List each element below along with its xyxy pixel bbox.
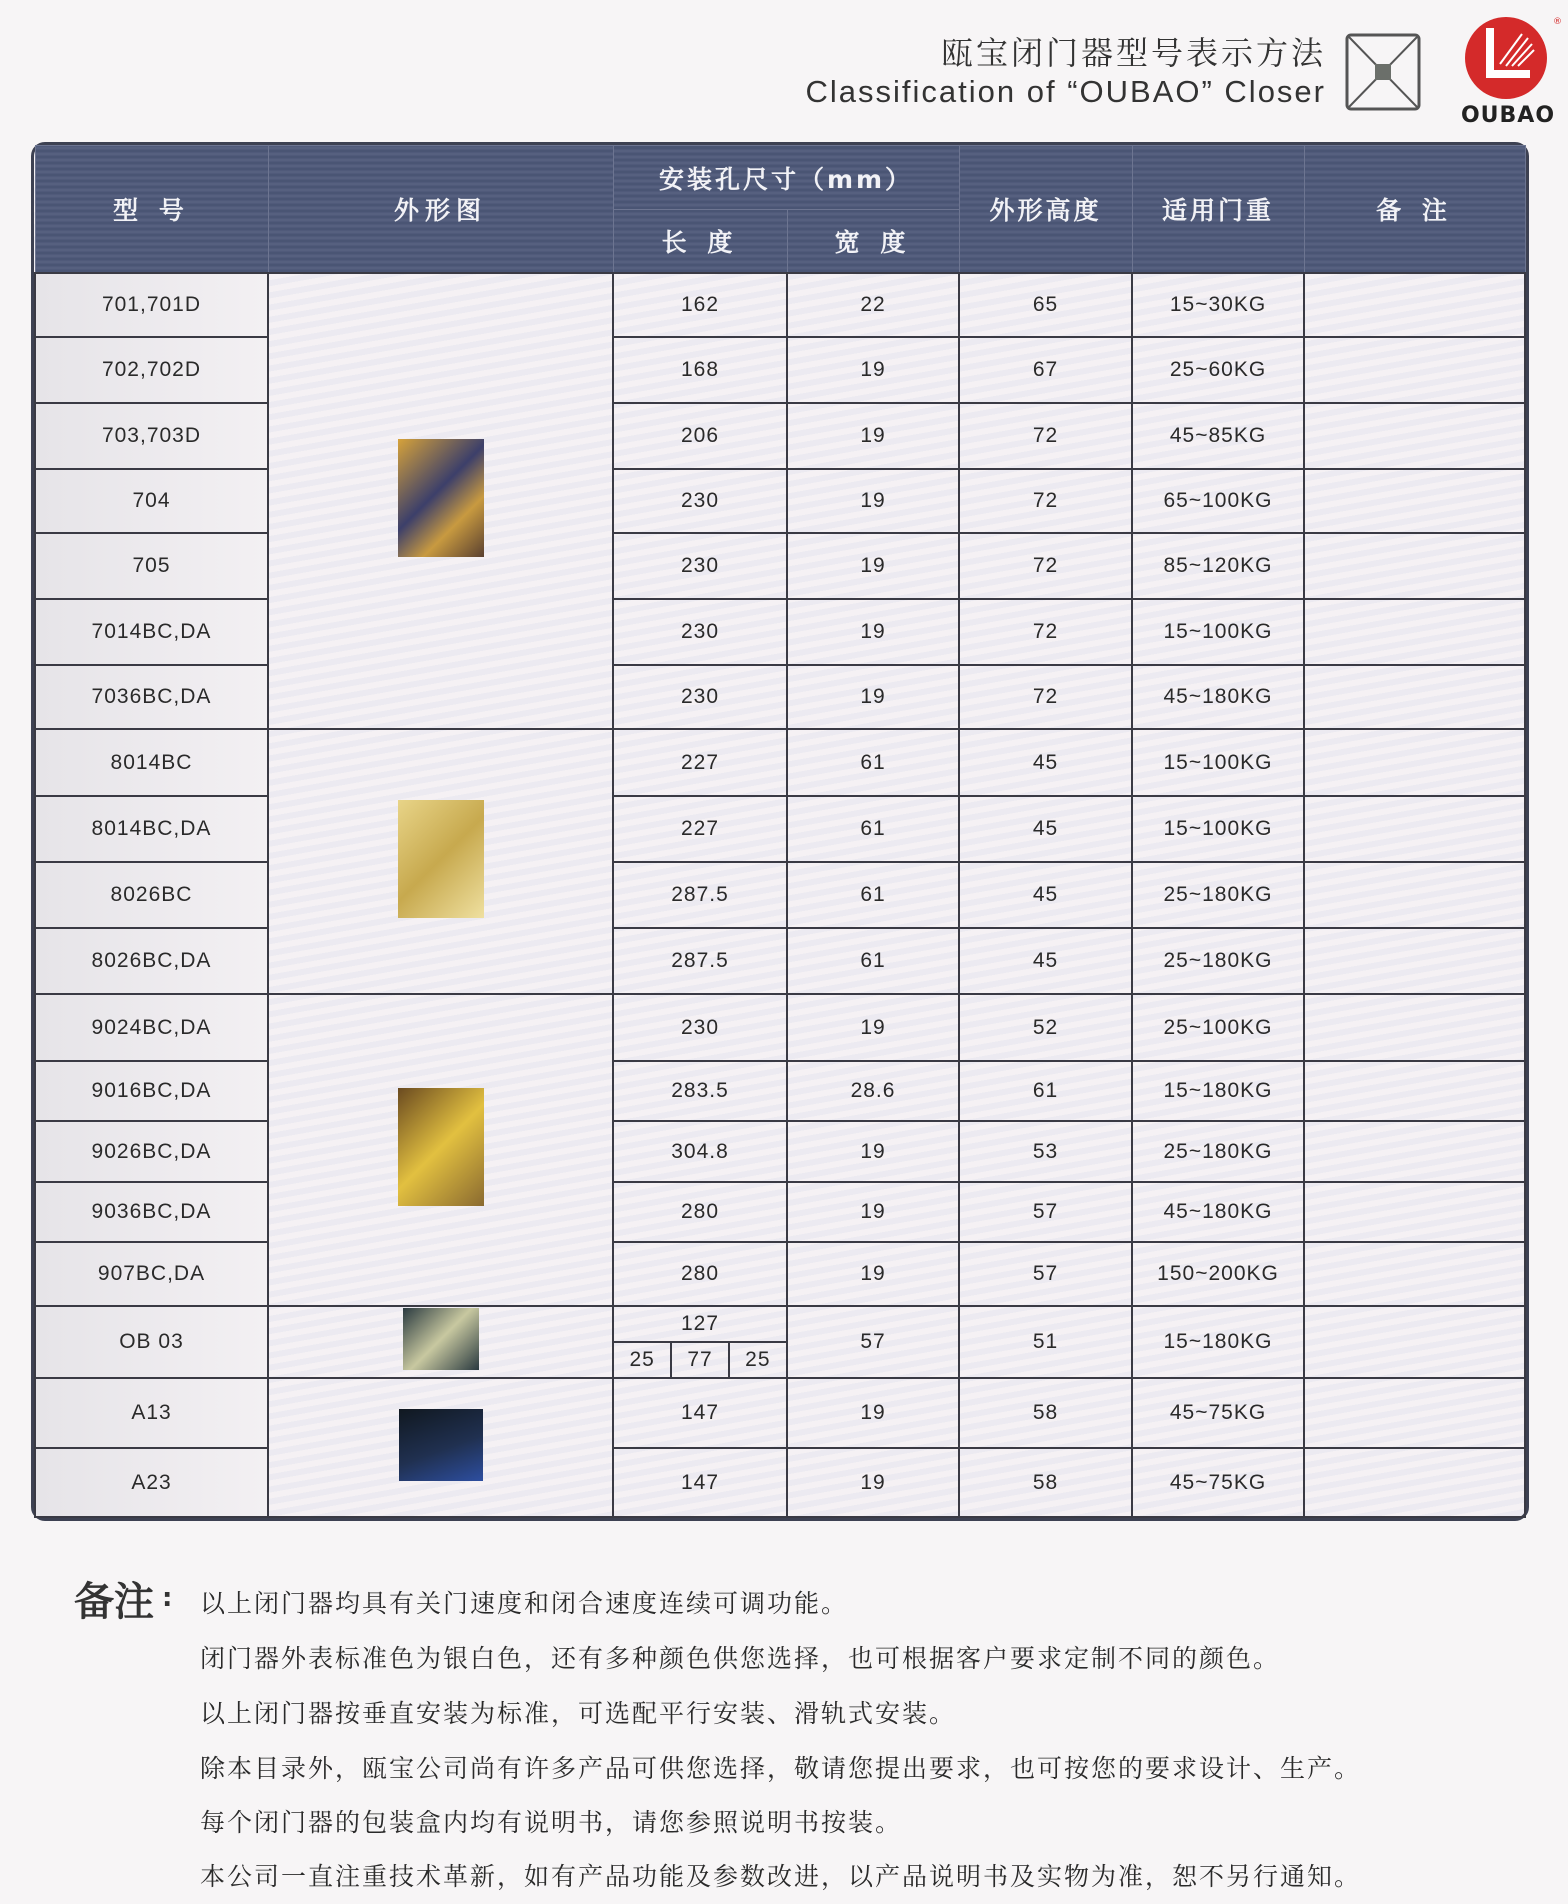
remarks-cell [1304,599,1525,665]
width-cell: 61 [787,729,959,796]
note-line: 闭门器外表标准色为银白色，还有多种颜色供您选择，也可根据客户要求定制不同的颜色。 [200,1644,1281,1673]
width-cell: 57 [787,1306,959,1378]
door-weight-cell: 45~85KG [1132,403,1304,469]
remarks-cell [1304,337,1525,403]
table-row [35,928,1525,994]
header-model: 型 号 [35,146,268,274]
hourglass-box-icon [1345,33,1421,111]
door-weight-cell: 25~180KG [1132,928,1304,994]
table-row [35,1182,1525,1242]
height-cell: 58 [959,1378,1132,1448]
note-line: 除本目录外，瓯宝公司尚有许多产品可供您选择，敬请您提出要求，也可按您的要求设计、生产。 [200,1754,1362,1783]
height-cell: 72 [959,599,1132,665]
classification-table [31,142,1529,1521]
header-hole-size: 安装孔尺寸（mm） [613,146,959,210]
table-row [35,337,1525,403]
door-weight-cell: 25~180KG [1132,1121,1304,1182]
model-cell: 9024BC,DA [35,994,268,1061]
length-cell [613,1306,787,1378]
width-cell: 19 [787,994,959,1061]
note-line: 以上闭门器均具有关门速度和闭合速度连续可调功能。 [200,1589,849,1618]
model-cell: 9036BC,DA [35,1182,268,1242]
header-image: 外形图 [268,146,613,274]
width-cell: 61 [787,862,959,928]
door-weight-cell: 65~100KG [1132,469,1304,533]
width-cell: 19 [787,403,959,469]
table-row [35,1061,1525,1121]
length-cell: 230 [613,533,787,599]
width-cell: 61 [787,796,959,862]
table-row [35,1306,1525,1378]
remarks-cell [1304,862,1525,928]
width-cell: 19 [787,1121,959,1182]
height-cell: 65 [959,273,1132,337]
length-cell: 168 [613,337,787,403]
door-weight-cell: 45~180KG [1132,1182,1304,1242]
model-cell: 702,702D [35,337,268,403]
header-door-weight: 适用门重 [1132,146,1304,274]
height-cell: 52 [959,994,1132,1061]
remarks-cell [1304,994,1525,1061]
table-row [35,665,1525,729]
door-weight-cell: 15~180KG [1132,1306,1304,1378]
door-weight-cell: 150~200KG [1132,1242,1304,1306]
length-cell: 283.5 [613,1061,787,1121]
length-cell: 162 [613,273,787,337]
remarks-cell [1304,469,1525,533]
width-cell: 19 [787,665,959,729]
table-row [35,729,1525,796]
model-cell: 9026BC,DA [35,1121,268,1182]
length-cell: 227 [613,729,787,796]
width-cell: 19 [787,1242,959,1306]
height-cell: 72 [959,403,1132,469]
length-cell: 280 [613,1182,787,1242]
header-length: 长 度 [613,210,787,274]
header-remarks: 备 注 [1304,146,1525,274]
model-cell: A13 [35,1378,268,1448]
length-total: 127 [614,1307,786,1342]
remarks-cell [1304,533,1525,599]
notes-label: 备注 [74,1579,154,1625]
model-cell: 703,703D [35,403,268,469]
model-cell: 701,701D [35,273,268,337]
length-part: 25 [745,1348,771,1371]
remarks-cell [1304,1061,1525,1121]
door-weight-cell: 15~100KG [1132,599,1304,665]
height-cell: 51 [959,1306,1132,1378]
door-closer-photo [398,439,484,557]
note-line: 以上闭门器按垂直安装为标准，可选配平行安装、滑轨式安装。 [200,1699,957,1728]
door-closer-photo [403,1308,479,1370]
table-row [35,796,1525,862]
length-cell: 287.5 [613,928,787,994]
model-cell: 8014BC,DA [35,796,268,862]
remarks-cell [1304,273,1525,337]
height-cell: 72 [959,665,1132,729]
remarks-cell [1304,1121,1525,1182]
height-cell: 45 [959,928,1132,994]
product-image-cell [268,273,613,729]
model-cell: 7014BC,DA [35,599,268,665]
length-cell: 230 [613,665,787,729]
model-cell: 8026BC,DA [35,928,268,994]
table-row [35,1448,1525,1517]
header-height: 外形高度 [959,146,1132,274]
table-row [35,994,1525,1061]
model-cell: 8014BC [35,729,268,796]
model-cell: 705 [35,533,268,599]
model-cell: 7036BC,DA [35,665,268,729]
table-row [35,469,1525,533]
length-cell: 230 [613,469,787,533]
product-image-cell [268,729,613,994]
length-cell: 230 [613,599,787,665]
remarks-cell [1304,1242,1525,1306]
length-part: 25 [629,1348,655,1371]
remarks-cell [1304,928,1525,994]
door-closer-photo [398,1088,484,1206]
door-closer-photo [398,800,484,918]
remarks-cell [1304,403,1525,469]
table-row [35,1378,1525,1448]
table-row [35,403,1525,469]
length-cell: 304.8 [613,1121,787,1182]
length-cell: 230 [613,994,787,1061]
remarks-cell [1304,1306,1525,1378]
model-cell: OB 03 [35,1306,268,1378]
notes-colon: : [162,1583,173,1613]
door-weight-cell: 25~180KG [1132,862,1304,928]
length-cell: 147 [613,1378,787,1448]
door-weight-cell: 25~100KG [1132,994,1304,1061]
length-cell: 227 [613,796,787,862]
note-line: 本公司一直注重技术革新，如有产品功能及参数改进，以产品说明书及实物为准，恕不另行通知。 [200,1862,1362,1891]
remarks-cell [1304,729,1525,796]
header-width: 宽 度 [787,210,959,274]
height-cell: 67 [959,337,1132,403]
width-cell: 19 [787,533,959,599]
width-cell: 28.6 [787,1061,959,1121]
title-zh: 瓯宝闭门器型号表示方法 [940,34,1326,72]
width-cell: 61 [787,928,959,994]
door-weight-cell: 15~30KG [1132,273,1304,337]
height-cell: 45 [959,862,1132,928]
height-cell: 45 [959,796,1132,862]
width-cell: 19 [787,1182,959,1242]
model-cell: 704 [35,469,268,533]
remarks-cell [1304,796,1525,862]
model-cell: A23 [35,1448,268,1517]
height-cell: 61 [959,1061,1132,1121]
door-weight-cell: 25~60KG [1132,337,1304,403]
table-row [35,862,1525,928]
length-cell: 280 [613,1242,787,1306]
width-cell: 19 [787,1448,959,1517]
remarks-cell [1304,1378,1525,1448]
width-cell: 19 [787,469,959,533]
length-part: 77 [671,1342,728,1377]
table-row [35,1242,1525,1306]
model-cell: 8026BC [35,862,268,928]
brand-name: OUBAO [1460,103,1556,128]
remarks-cell [1304,665,1525,729]
height-cell: 53 [959,1121,1132,1182]
product-image-cell [268,994,613,1306]
height-cell: 58 [959,1448,1132,1517]
model-cell: 907BC,DA [35,1242,268,1306]
width-cell: 19 [787,599,959,665]
height-cell: 57 [959,1242,1132,1306]
table-row [35,1121,1525,1182]
height-cell: 57 [959,1182,1132,1242]
door-weight-cell: 45~75KG [1132,1378,1304,1448]
length-cell: 287.5 [613,862,787,928]
remarks-cell [1304,1448,1525,1517]
note-line: 每个闭门器的包装盒内均有说明书，请您参照说明书按装。 [200,1808,903,1837]
table-row [35,599,1525,665]
model-cell: 9016BC,DA [35,1061,268,1121]
length-cell: 206 [613,403,787,469]
door-weight-cell: 15~180KG [1132,1061,1304,1121]
door-weight-cell: 15~100KG [1132,796,1304,862]
remarks-cell [1304,1182,1525,1242]
svg-text:®: ® [1553,17,1562,27]
width-cell: 19 [787,337,959,403]
title-en: Classification of “OUBAO” Closer [805,74,1326,109]
height-cell: 72 [959,533,1132,599]
door-closer-photo [399,1409,483,1481]
door-weight-cell: 85~120KG [1132,533,1304,599]
product-image-cell [268,1378,613,1517]
product-image-cell [268,1306,613,1378]
width-cell: 22 [787,273,959,337]
height-cell: 45 [959,729,1132,796]
width-cell: 19 [787,1378,959,1448]
door-weight-cell: 45~180KG [1132,665,1304,729]
door-weight-cell: 15~100KG [1132,729,1304,796]
door-weight-cell: 45~75KG [1132,1448,1304,1517]
height-cell: 72 [959,469,1132,533]
table-row [35,533,1525,599]
length-cell: 147 [613,1448,787,1517]
table-row [35,273,1525,337]
